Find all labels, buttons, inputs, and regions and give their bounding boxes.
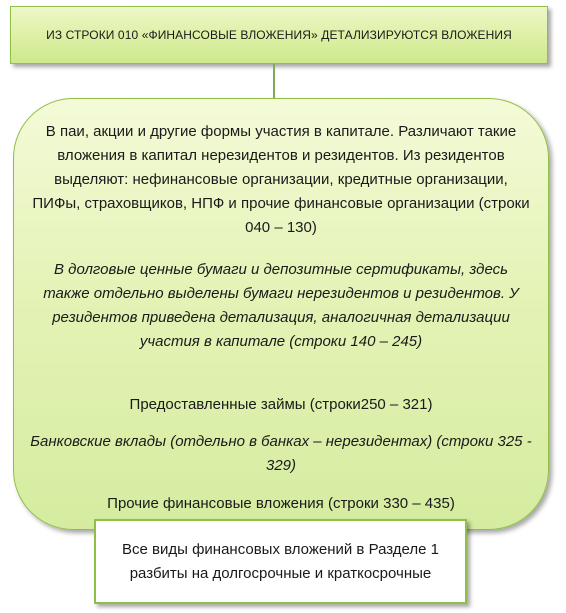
header-text: ИЗ СТРОКИ 010 «ФИНАНСОВЫЕ ВЛОЖЕНИЯ» ДЕТАЛИЗИРУЮТСЯ ВЛОЖЕНИЯ [46,28,512,42]
connector-line [273,64,275,98]
header-box [10,6,548,64]
footer-box [94,519,467,604]
paragraph-other: Прочие финансовые вложения (строки 330 – 435) [107,495,455,512]
paragraph-loans: Предоставленные займы (строки250 – 321) [129,396,433,413]
paragraph-debt-securities: В долговые ценные бумаги и депозитные сертификаты, здесь также отдельно выделены бумаги нерезидентов и резидентов. У резидентов приведена детализация, аналогичная детализации участия в капитале (строки 140 – 245) [43,261,519,350]
paragraph-equity: В паи, акции и другие формы участия в капитале. Различают такие вложения в капитал нерезидентов и резидентов. Из резидентов выделяют: нефинансовые организации, кредитные организации, ПИФы, страховщиков, НПФ и прочие финансовые организации (строки 040 – 130) [32,123,530,236]
footer-text: Все виды финансовых вложений в Разделе 1 разбиты на долгосрочные и краткосрочные [122,540,439,582]
paragraph-bank-deposits: Банковские вклады (отдельно в банках – нерезидентах) (строки 325 - 329) [30,433,532,474]
